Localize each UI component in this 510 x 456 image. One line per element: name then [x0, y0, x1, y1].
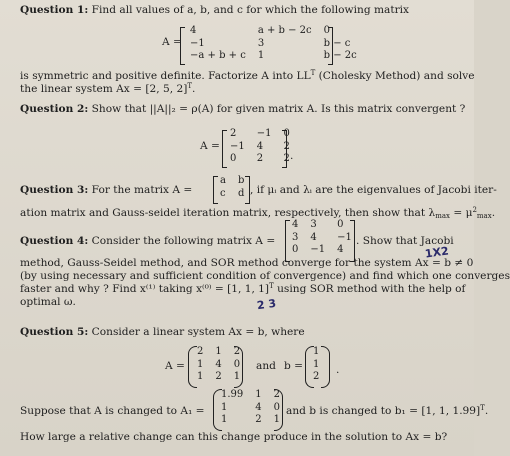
- q4-matrix-cell: 3: [310, 219, 317, 230]
- q5-after: .: [336, 364, 340, 376]
- q1-bracket-right: [328, 27, 333, 65]
- q5-A1-matrix-cell: 1: [273, 414, 281, 425]
- q5-A-matrix-cell: 1: [215, 346, 222, 357]
- q3-pre: For the matrix A =: [91, 184, 193, 196]
- q2-matrix-cell: 0: [230, 153, 237, 164]
- q5-A-matrix-cell: 4: [215, 358, 222, 370]
- q4-line4: [20, 283, 465, 296]
- q4-line2: method, Gauss-Seidel method, and SOR method converge for the system Ax = b ≠ 0: [20, 257, 474, 269]
- q2-matrix-cell: 2: [230, 128, 237, 139]
- q5-line2-post: [286, 405, 488, 418]
- q2-line1: [20, 103, 465, 116]
- q1-matrix-row: [184, 25, 363, 38]
- q1-text: Find all values of a, b, and c for which the following matrix: [91, 4, 410, 16]
- q1-matrix-cell: −1: [190, 37, 205, 49]
- q1-line2: [20, 70, 475, 83]
- q5-A-matrix-cell: 2: [197, 346, 204, 357]
- q4-matrix-row: [286, 232, 358, 245]
- q3-line2-sup: 2: [472, 206, 477, 214]
- q1-matrix-cell: 0: [323, 25, 331, 36]
- q4-matrix-cell: 4: [292, 219, 299, 230]
- q3-line2-end: .: [491, 207, 496, 219]
- q3-line2-sub: max: [435, 212, 450, 220]
- q3-matrix-cell: a: [220, 175, 226, 186]
- q1-matrix-cell: b − c: [323, 37, 351, 49]
- q5-A1-matrix-cell: 1: [221, 414, 228, 425]
- q4-matrix-cell: −1: [310, 244, 326, 255]
- q5-A1-matrix-cell: 2: [255, 414, 262, 425]
- q5-line2-sup: T: [480, 404, 485, 412]
- q2-matrix-cell: −1: [256, 128, 272, 139]
- q5-A1-matrix-cell: 0: [273, 401, 281, 413]
- q3-line2-sub2: max: [476, 212, 492, 220]
- q1-matrix-label: A =: [162, 36, 182, 48]
- q1-matrix-cell: 3: [257, 37, 265, 49]
- q1-matrix-row: [184, 38, 363, 51]
- q1-line2-text: is symmetric and positive definite. Factorize A into LL: [20, 70, 311, 82]
- q5-A1-matrix-cell: 2: [273, 389, 281, 400]
- q2-matrix-cell: 0: [283, 128, 290, 139]
- q5-b-paren-right: [321, 346, 330, 388]
- q5-A-matrix-cell: 2: [215, 371, 222, 382]
- q5-b-label: b =: [284, 360, 304, 372]
- q1-matrix: [184, 25, 363, 63]
- q1-matrix-cell: −a + b + c: [190, 50, 246, 61]
- q4-line1: [20, 235, 275, 248]
- q5-A1-matrix-cell: 1: [221, 401, 228, 413]
- q4-line5: optimal ω.: [20, 296, 76, 308]
- q4-line4-sup: T: [269, 282, 274, 290]
- q1-label: Question 1:: [20, 4, 89, 16]
- q2-matrix-cell: −1: [230, 140, 245, 152]
- q4-bracket-right: [350, 220, 355, 262]
- q1-line1: [20, 4, 409, 17]
- q4-handwritten-number: 2 3: [256, 296, 277, 313]
- q3-line2-text: ation matrix and Gauss-seidel iteration matrix, respectively, then show that λ: [20, 207, 436, 219]
- q1-matrix-row: [184, 50, 363, 63]
- q5-line2-post-text: and b is changed to b₁ = [1, 1, 1.99]: [286, 405, 481, 417]
- q4-matrix-row: [286, 219, 358, 232]
- q3-line1: [20, 184, 192, 197]
- q4-line4-text: faster and why ? Find x⁽¹⁾ taking x⁽⁰⁾ = [1, 1, 1]: [20, 283, 270, 295]
- q1-line3: [20, 83, 195, 96]
- q5-line2-end: .: [484, 405, 489, 417]
- q4-line4-end: using SOR method with the help of: [273, 283, 466, 295]
- q2-label: Question 2:: [20, 103, 89, 115]
- q3-matrix-cell: b: [237, 175, 245, 186]
- q5-A1-matrix-cell: 1: [255, 389, 262, 400]
- q4-matrix-cell: −1: [337, 231, 352, 243]
- q3-matrix-cell: c: [220, 187, 226, 199]
- q4-post: . Show that Jacobi: [356, 235, 454, 247]
- q3-label: Question 3:: [20, 184, 89, 196]
- q3-matrix-cell: d: [237, 187, 245, 199]
- q5-A-matrix-cell: 1: [233, 371, 241, 382]
- q5-line1: [20, 326, 305, 339]
- q4-matrix: [286, 219, 358, 257]
- q4-label: Question 4:: [20, 235, 89, 247]
- q2-text: Show that ||A||₂ = ρ(A) for given matrix A. Is this matrix convergent ?: [91, 103, 466, 115]
- q1-line3-text: the linear system Ax = [2, 5, 2]: [20, 83, 188, 95]
- q2-matrix-cell: 2: [283, 153, 290, 164]
- q5-label: Question 5:: [20, 326, 89, 338]
- q4-line3: (by using necessary and sufficient condition of convergence) and find which one converges: [20, 270, 510, 282]
- q5-and: and: [256, 360, 276, 372]
- q4-matrix-row: [286, 244, 358, 257]
- q4-matrix-cell: 4: [310, 231, 317, 243]
- q4-matrix-cell: 4: [337, 244, 344, 255]
- q1-line3-sup: T: [187, 82, 192, 90]
- q1-matrix-cell: 1: [257, 50, 265, 61]
- q5-A-matrix-cell: 1: [197, 358, 204, 370]
- q2-matrix-cell: 4: [256, 140, 264, 152]
- q4-pre: Consider the following matrix A =: [91, 235, 276, 247]
- q1-line2-end: (Cholesky Method) and solve: [315, 70, 475, 82]
- q5-A-matrix-cell: 1: [197, 371, 204, 382]
- q5-A1-matrix-cell: 4: [255, 401, 262, 413]
- q5-text: Consider a linear system Ax = b, where: [91, 326, 305, 338]
- q5-line2: Suppose that A is changed to A₁ =: [20, 405, 205, 417]
- q2-matrix-cell: 2: [283, 140, 290, 152]
- q4-matrix-cell: 0: [337, 219, 344, 230]
- q2-matrix-label: A =: [200, 140, 220, 152]
- q5-b-vector-cell: 1: [313, 358, 320, 370]
- q1-matrix-cell: a + b − 2c: [257, 25, 312, 36]
- q5-b-vector-cell: 1: [313, 346, 320, 357]
- q2-matrix-cell: 2: [256, 153, 264, 164]
- q1-matrix-cell: 4: [190, 25, 197, 36]
- q4-matrix-cell: 3: [292, 231, 299, 243]
- q1-line2-sup: T: [310, 69, 316, 77]
- q5-A-matrix-cell: 2: [233, 346, 241, 357]
- q2-after: .: [290, 150, 294, 162]
- q5-b-vector-cell: 2: [313, 371, 320, 382]
- q4-matrix-cell: 0: [292, 244, 299, 255]
- q3-line2-mid: = μ: [449, 207, 473, 219]
- q1-line3-end: .: [192, 83, 196, 95]
- q2-bracket-right: [282, 130, 287, 168]
- q5-line3: How large a relative change can this change produce in the solution to Ax = b?: [20, 431, 448, 443]
- q5-A-label: A =: [165, 360, 185, 372]
- q3-post: , if μᵢ and λᵢ are the eigenvalues of Jacobi iter-: [250, 184, 497, 196]
- q5-A1-paren-right: [274, 389, 283, 431]
- q5-A-paren-right: [234, 346, 243, 388]
- q1-matrix-cell: b − 2c: [323, 50, 357, 61]
- q4-handwritten-note: 1X2: [424, 244, 450, 261]
- q5-A1-matrix-cell: 1.99: [221, 389, 244, 400]
- q3-line2: [20, 207, 495, 220]
- q5-A-matrix-cell: 0: [233, 358, 241, 370]
